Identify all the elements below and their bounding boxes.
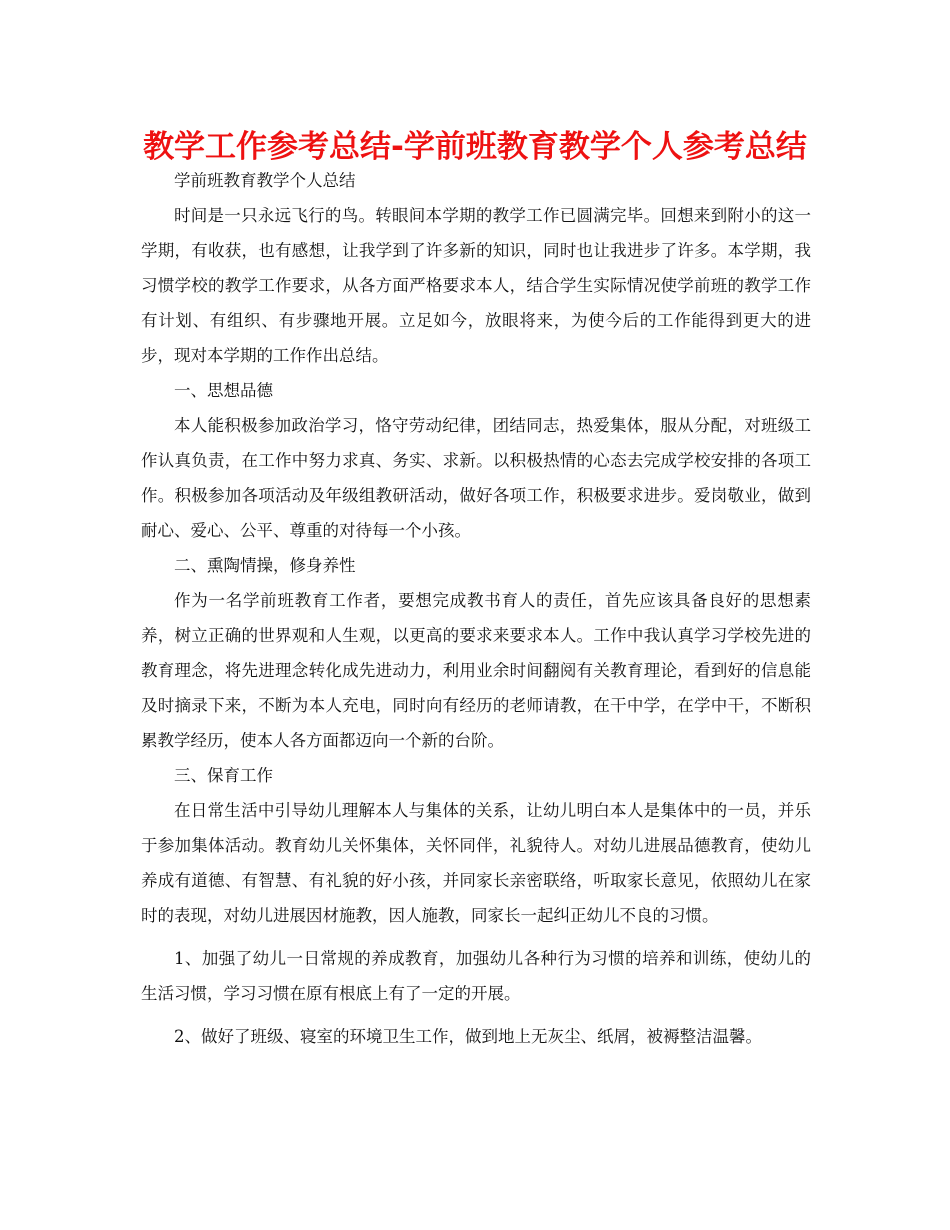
paragraph-subtitle: 学前班教育教学个人总结: [174, 171, 356, 190]
list-item-1: 1、加强了幼儿一日常规的养成教育，加强幼儿各种行为习惯的培养和训练，使幼儿的生活习惯，学习习惯在原有根底上有了一定的开展。: [141, 949, 811, 1003]
paragraph-ideology: 本人能积极参加政治学习，恪守劳动纪律，团结同志，热爱集体，服从分配，对班级工作认真负责，在工作中努力求真、务实、求新。以积极热情的心态去完成学校安排的各项工作。积极参加各项活动及年级组教研活动，做好各项工作，积极要求进步。爱岗敬业，做到耐心、爱心、公平、尊重的对待每一个小孩。: [141, 416, 811, 540]
list-item-2: 2、做好了班级、寝室的环境卫生工作，做到地上无灰尘、纸屑，被褥整洁温馨。: [174, 1027, 762, 1046]
paragraph-cultivation: 作为一名学前班教育工作者，要想完成教书育人的责任，首先应该具备良好的思想素养，树立正确的世界观和人生观，以更高的要求来要求本人。工作中我认真学习学校先进的教育理念，将先进理念转化成先进动力，利用业余时间翻阅有关教育理论，看到好的信息能及时摘录下来，不断为本人充电，同时向有经历的老师请教，在干中学，在学中干，不断积累教学经历，使本人各方面都迈向一个新的台阶。: [141, 591, 811, 750]
paragraph-intro: 时间是一只永远飞行的鸟。转眼间本学期的教学工作已圆满完毕。回想来到附小的这一学期，有收获，也有感想，让我学到了许多新的知识，同时也让我进步了许多。本学期，我习惯学校的教学工作要求，从各方面严格要求本人，结合学生实际情况使学前班的教学工作有计划、有组织、有步骤地开展。立足如今，放眼将来，为使今后的工作能得到更大的进步，现对本学期的工作作出总结。: [141, 206, 811, 365]
section-heading-cultivation: 二、熏陶情操，修身养性: [174, 556, 356, 575]
section-heading-childcare: 三、保育工作: [174, 766, 273, 785]
paragraph-childcare: 在日常生活中引导幼儿理解本人与集体的关系，让幼儿明白本人是集体中的一员，并乐于参加集体活动。教育幼儿关怀集体，关怀同伴，礼貌待人。对幼儿进展品德教育，使幼儿养成有道德、有智慧、有礼貌的好小孩，并同家长亲密联络，听取家长意见，依照幼儿在家时的表现，对幼儿进展因材施教，因人施教，同家长一起纠正幼儿不良的习惯。: [141, 801, 811, 925]
section-heading-ideology: 一、思想品德: [174, 381, 273, 400]
document-title: 教学工作参考总结-学前班教育教学个人参考总结: [143, 129, 807, 165]
document-body: [141, 163, 811, 1054]
